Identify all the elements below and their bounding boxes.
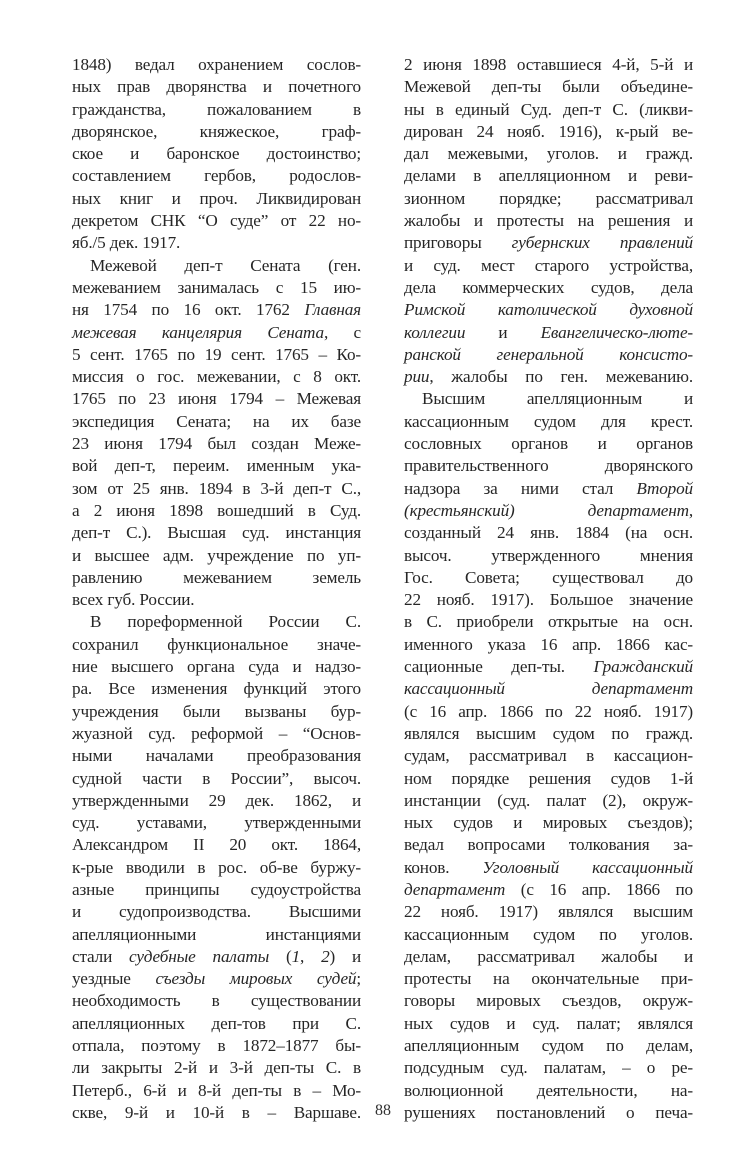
page-number: 88 <box>375 1102 391 1119</box>
text-run: рушениях постановлений о печа- <box>404 1102 693 1122</box>
text-run: подсудным суд. палатам, – о ре- <box>404 1058 693 1078</box>
text-line <box>72 790 361 812</box>
text-run: созданный 24 янв. 1884 (на осн. <box>404 523 693 543</box>
text-line <box>72 1080 361 1102</box>
italic-term: коллегии <box>404 322 466 342</box>
text-run: и высшее адм. учреждение по уп- <box>72 545 361 565</box>
text-line <box>72 255 361 277</box>
text-run: сационные деп-ты. <box>404 657 594 677</box>
text-run: к-рые вводили в рос. об-ве буржу- <box>72 857 361 877</box>
text-run: межеванием занималась с 15 ию- <box>72 277 361 297</box>
italic-term: Римской католической духовной <box>404 300 693 320</box>
text-line <box>404 322 693 344</box>
text-line <box>404 968 693 990</box>
text-run: декретом СНК “О суде” от 22 но- <box>72 211 361 231</box>
text-line <box>404 1057 693 1079</box>
text-run: экспедиция Сената; на их базе <box>72 411 361 431</box>
text-run: надзора за ними стал <box>404 478 637 498</box>
text-run: ных судов и мировых съездов); <box>404 813 693 833</box>
text-line <box>404 76 693 98</box>
text-line <box>404 790 693 812</box>
text-run: (с 16 апр. 1866 по 22 нояб. 1917) <box>404 701 693 721</box>
italic-term: (крестьянский) департамент <box>404 500 689 520</box>
text-line <box>72 1013 361 1035</box>
text-run: 2 июня 1898 оставшиеся 4-й, 5-й и <box>404 55 693 74</box>
text-run: делам, рассматривал жалобы и <box>404 946 693 966</box>
text-run: апелляционным судом по делам, <box>404 1036 693 1056</box>
text-line <box>404 545 693 567</box>
text-run: зом от 25 янв. 1894 в 3-й деп-т С., <box>72 478 361 498</box>
text-line <box>72 188 361 210</box>
text-run: Петерб., 6-й и 8-й деп-ты в – Мо- <box>72 1080 361 1100</box>
text-line <box>72 701 361 723</box>
right-text-column <box>404 54 693 1124</box>
text-run: кассационным судом для крест. <box>404 411 693 431</box>
text-line <box>72 567 361 589</box>
text-run: 1765 по 23 июня 1794 – Межевая <box>72 389 361 409</box>
text-run: 5 сент. 1765 по 19 сент. 1765 – Ко- <box>72 344 361 364</box>
text-run: ведал вопросами толкования за- <box>404 835 693 855</box>
text-line <box>72 611 361 633</box>
text-line <box>72 277 361 299</box>
text-line <box>72 232 361 254</box>
text-line <box>72 366 361 388</box>
text-line <box>404 277 693 299</box>
text-line <box>404 857 693 879</box>
text-line <box>404 366 693 388</box>
text-line <box>404 1013 693 1035</box>
italic-term: кассационный департамент <box>404 679 693 699</box>
text-line <box>404 433 693 455</box>
text-line <box>72 990 361 1012</box>
text-line <box>404 745 693 767</box>
text-run: сохранил функциональное значе- <box>72 634 361 654</box>
text-line <box>72 165 361 187</box>
text-run: ном порядке решения судов 1-й <box>404 768 693 788</box>
text-run: скве, 9-й и 10-й в – Варшаве. <box>72 1102 361 1122</box>
text-line <box>404 678 693 700</box>
text-line <box>72 656 361 678</box>
text-line <box>72 500 361 522</box>
italic-term: Второй <box>636 478 693 498</box>
italic-term: департамент <box>404 879 506 899</box>
text-run: волюционной деятельности, на- <box>404 1080 693 1100</box>
text-line <box>404 478 693 500</box>
text-run: ных книг и проч. Ликвидирован <box>72 188 361 208</box>
text-run: сословных органов и органов <box>404 434 693 454</box>
text-run: 22 нояб. 1917) являлся высшим <box>404 902 693 922</box>
text-line <box>72 879 361 901</box>
text-run: Высшим апелляционным и <box>422 389 693 409</box>
italic-term: рии <box>404 367 430 387</box>
text-run: ( <box>269 946 292 966</box>
text-run: дал межевыми, уголов. и гражд. <box>404 144 693 164</box>
text-run: отпала, поэтому в 1872–1877 бы- <box>72 1036 361 1056</box>
italic-term: судебные палаты <box>129 946 270 966</box>
text-run: кассационным судом по уголов. <box>404 924 693 944</box>
text-line <box>404 589 693 611</box>
text-line <box>404 990 693 1012</box>
text-run: (с 16 апр. 1866 по <box>505 879 693 899</box>
text-line <box>72 834 361 856</box>
text-line <box>404 768 693 790</box>
text-run: Гос. Совета; существовал до <box>404 567 693 587</box>
text-run: в С. приобрели открытые на осн. <box>404 612 693 632</box>
text-run: ; <box>356 969 362 989</box>
text-run: составлением гербов, родослов- <box>72 166 361 186</box>
text-line <box>72 322 361 344</box>
text-line <box>404 656 693 678</box>
text-run: правительственного дворянского <box>404 456 693 476</box>
text-line <box>404 723 693 745</box>
text-run: гражданства, пожалованием в <box>72 99 361 119</box>
text-run: , <box>688 500 693 520</box>
text-line <box>72 968 361 990</box>
text-run: и суд. мест старого устройства, <box>404 255 693 275</box>
text-run: Межевой деп-т Сената (ген. <box>90 255 361 275</box>
text-run: ных прав дворянства и почетного <box>72 77 361 97</box>
text-line <box>404 143 693 165</box>
text-run: конов. <box>404 857 483 877</box>
text-line <box>404 834 693 856</box>
text-run: судам, рассматривал в кассацион- <box>404 746 693 766</box>
text-run: ние высшего органа суда и надзо- <box>72 657 361 677</box>
text-line <box>72 812 361 834</box>
text-line <box>72 522 361 544</box>
text-line <box>404 522 693 544</box>
text-run: необходимость в существовании <box>72 991 361 1011</box>
text-line <box>404 299 693 321</box>
italic-term: Уголовный кассационный <box>482 857 693 877</box>
text-line <box>404 388 693 410</box>
text-run: В пореформенной России С. <box>90 612 361 632</box>
text-run: Александром II 20 окт. 1864, <box>72 835 361 855</box>
text-run: дворянское, княжеское, граф- <box>72 121 361 141</box>
text-run: 23 июня 1794 был создан Меже- <box>72 434 361 454</box>
text-line <box>72 121 361 143</box>
text-line <box>404 188 693 210</box>
text-run: судной части в России”, высоч. <box>72 768 361 788</box>
text-line <box>404 879 693 901</box>
text-line <box>72 901 361 923</box>
text-run: жуазной суд. реформой – “Основ- <box>72 723 361 743</box>
text-run: зионном порядке; рассматривал <box>404 188 693 208</box>
text-run: протесты на окончательные при- <box>404 969 693 989</box>
text-line <box>72 299 361 321</box>
text-line <box>404 901 693 923</box>
text-line <box>72 924 361 946</box>
text-line <box>72 1057 361 1079</box>
text-run: Межевой деп-ты были объедине- <box>404 77 693 97</box>
text-line <box>72 411 361 433</box>
text-run: ское и баронское достоинство; <box>72 144 361 164</box>
text-line <box>404 455 693 477</box>
text-line <box>72 768 361 790</box>
text-line <box>404 99 693 121</box>
text-run: инстанции (суд. палат (2), окруж- <box>404 790 693 810</box>
italic-term: 2 <box>321 946 330 966</box>
text-run: , жалобы по ген. межеванию. <box>429 367 693 387</box>
text-line <box>404 500 693 522</box>
text-run: апелляционных деп-тов при С. <box>72 1013 361 1033</box>
text-run: дела коммерческих судов, дела <box>404 277 693 297</box>
text-line <box>404 1080 693 1102</box>
text-run: суд. уставами, утвержденными <box>72 813 361 833</box>
text-line <box>72 545 361 567</box>
text-line <box>72 723 361 745</box>
text-run: дирован 24 нояб. 1916), к-рый ве- <box>404 121 693 141</box>
text-run: и <box>465 322 541 342</box>
italic-term: Главная <box>304 300 361 320</box>
text-line <box>72 946 361 968</box>
text-line <box>404 701 693 723</box>
text-run: жалобы и протесты на решения и <box>404 211 693 231</box>
text-line <box>404 946 693 968</box>
text-run: апелляционными инстанциями <box>72 924 361 944</box>
text-line <box>72 99 361 121</box>
text-run: ли закрыты 2-й и 3-й деп-ты С. в <box>72 1058 361 1078</box>
text-line <box>404 344 693 366</box>
text-run: стали <box>72 946 130 966</box>
text-run: ня 1754 по 16 окт. 1762 <box>72 300 305 320</box>
text-run: ных судов и суд. палат; являлся <box>404 1013 693 1033</box>
text-line <box>72 433 361 455</box>
text-run: , <box>300 946 322 966</box>
italic-term: губернских правлений <box>511 233 693 253</box>
text-line <box>72 76 361 98</box>
text-run: ) и <box>329 946 361 966</box>
text-run: утвержденными 29 дек. 1862, и <box>72 790 361 810</box>
text-line <box>404 812 693 834</box>
text-line <box>404 924 693 946</box>
text-line <box>72 857 361 879</box>
text-run: а 2 июня 1898 вошедший в Суд. <box>72 500 361 520</box>
text-run: учреждения были вызваны бур- <box>72 701 361 721</box>
text-line <box>404 1035 693 1057</box>
text-run: и судопроизводства. Высшими <box>72 902 361 922</box>
text-line <box>404 210 693 232</box>
text-run: 22 нояб. 1917). Большое значение <box>404 590 693 610</box>
italic-term: Гражданский <box>593 657 693 677</box>
text-run: именного указа 16 апр. 1866 кас- <box>404 634 693 654</box>
text-line <box>404 567 693 589</box>
left-text-column <box>72 54 361 1124</box>
text-line <box>72 54 361 76</box>
text-line <box>72 589 361 611</box>
text-line <box>72 634 361 656</box>
text-run: равлению межеванием земель <box>72 567 361 587</box>
text-line <box>72 678 361 700</box>
text-run: приговоры <box>404 233 512 253</box>
text-run: ными началами преобразования <box>72 746 361 766</box>
text-run: миссия о гос. межевании, с 8 окт. <box>72 367 361 387</box>
italic-term: Евангелическо-люте- <box>540 322 693 342</box>
text-line <box>404 232 693 254</box>
text-line <box>72 1035 361 1057</box>
text-line <box>404 634 693 656</box>
text-run: деп-т С.). Высшая суд. инстанция <box>72 523 361 543</box>
text-run: вой деп-т, переим. именным ука- <box>72 456 361 476</box>
text-line <box>72 344 361 366</box>
text-run: всех губ. России. <box>72 590 195 610</box>
italic-term: 1 <box>291 946 301 966</box>
text-run: ны в единый Суд. деп-т С. (ликви- <box>404 99 693 119</box>
italic-term: межевая канцелярия Сената <box>72 322 324 342</box>
text-line <box>404 165 693 187</box>
text-run: являлся высшим судом по гражд. <box>404 723 693 743</box>
text-run: высоч. утвержденного мнения <box>404 545 693 565</box>
text-run: делами в апелляционном и реви- <box>404 166 693 186</box>
text-line <box>72 478 361 500</box>
text-line <box>72 388 361 410</box>
text-line <box>404 54 693 76</box>
text-line <box>404 121 693 143</box>
text-run: , с <box>323 322 361 342</box>
text-line <box>72 210 361 232</box>
text-run: ра. Все изменения функций этого <box>72 679 361 699</box>
text-line <box>404 255 693 277</box>
text-line <box>404 611 693 633</box>
text-run: яб./5 дек. 1917. <box>72 233 181 253</box>
italic-term: ранской генеральной консисто- <box>404 344 693 364</box>
text-line <box>72 745 361 767</box>
text-run: азные принципы судоустройства <box>72 879 361 899</box>
text-line <box>404 411 693 433</box>
text-line <box>72 455 361 477</box>
text-run: 1848) ведал охранением сослов- <box>72 55 361 74</box>
text-run: уездные <box>72 969 156 989</box>
text-run: говоры мировых съездов, окруж- <box>404 991 693 1011</box>
text-line <box>72 143 361 165</box>
italic-term: съезды мировых судей <box>155 969 357 989</box>
